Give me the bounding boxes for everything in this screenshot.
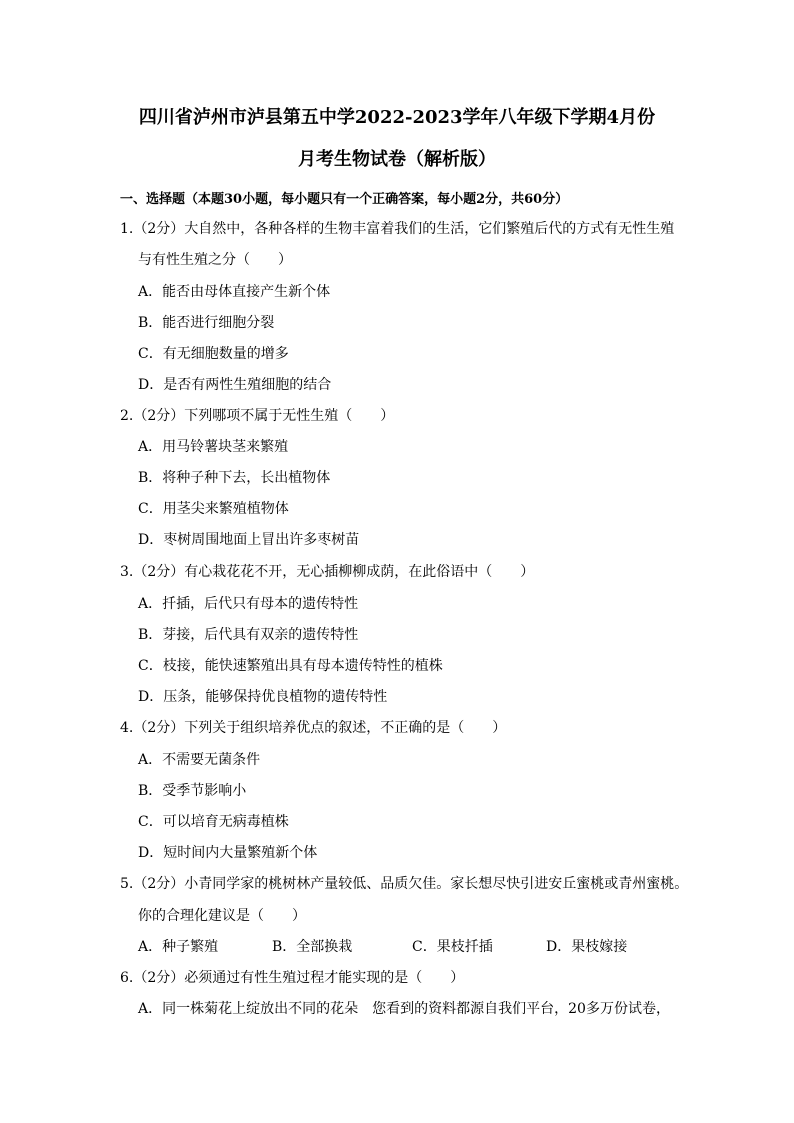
question-2-option-d: D．枣树周围地面上冒出许多枣树苗: [138, 532, 360, 548]
question-2-option-a: A．用马铃薯块茎来繁殖: [138, 439, 289, 455]
question-5-option-b: B．全部换栽: [272, 939, 353, 955]
question-3-option-a: A．扦插，后代只有母本的遗传特性: [138, 596, 359, 612]
question-1-option-d: D．是否有两性生殖细胞的结合: [138, 377, 332, 393]
question-3-option-d: D．压条，能够保持优良植物的遗传特性: [138, 689, 388, 705]
watermark-text: 您看到的资料都源自我们平台，20多万份试卷，: [372, 1001, 670, 1017]
question-3-option-b: B．芽接，后代具有双亲的遗传特性: [138, 627, 359, 643]
question-3-stem: 3.（2分）有心栽花花不开，无心插柳柳成荫，在此俗语中（ ）: [120, 564, 535, 580]
question-4-option-d: D．短时间内大量繁殖新个体: [138, 845, 318, 861]
question-6-option-a-text: A．同一株菊花上绽放出不同的花朵: [138, 1001, 359, 1017]
question-2-option-c: C．用茎尖来繁殖植物体: [138, 501, 289, 517]
question-4-option-c: C．可以培育无病毒植株: [138, 814, 289, 830]
question-1-stem-continued: 与有性生殖之分（ ）: [138, 252, 292, 268]
question-5-option-c: C．果枝扦插: [412, 939, 493, 955]
question-5-option-a: A．种子繁殖: [138, 939, 219, 955]
question-1-option-c: C．有无细胞数量的增多: [138, 346, 289, 362]
page-title-line-1: 四川省泸州市泸县第五中学2022-2023学年八年级下学期4月份: [138, 107, 656, 128]
question-1-option-b: B．能否进行细胞分裂: [138, 315, 275, 331]
question-1-option-a: A．能否由母体直接产生新个体: [138, 284, 331, 300]
question-3-option-c: C．枝接，能快速繁殖出具有母本遗传特性的植株: [138, 658, 443, 674]
question-5-stem: 5.（2分）小青同学家的桃树林产量较低、品质欠佳。家长想尽快引进安丘蜜桃或青州蜜桃。: [120, 876, 689, 892]
question-4-option-a: A．不需要无菌条件: [138, 752, 261, 768]
question-5-option-d: D．果枝嫁接: [546, 939, 628, 955]
question-1-stem: 1.（2分）大自然中，各种各样的生物丰富着我们的生活，它们繁殖后代的方式有无性生殖: [120, 221, 675, 237]
question-2-option-b: B．将种子种下去，长出植物体: [138, 470, 331, 486]
question-4-stem: 4.（2分）下列关于组织培养优点的叙述，不正确的是（ ）: [120, 720, 507, 736]
page-title-line-2: 月考生物试卷（解析版）: [298, 149, 496, 170]
question-6-option-a: [138, 998, 670, 1018]
question-6-stem: 6.（2分）必须通过有性生殖过程才能实现的是（ ）: [120, 970, 465, 986]
section-header: 一、选择题（本题30小题，每小题只有一个正确答案，每小题2分，共60分）: [120, 192, 569, 207]
question-4-option-b: B．受季节影响小: [138, 783, 247, 799]
question-5-stem-continued: 你的合理化建议是（ ）: [138, 908, 306, 924]
question-2-stem: 2.（2分）下列哪项不属于无性生殖（ ）: [120, 408, 395, 424]
